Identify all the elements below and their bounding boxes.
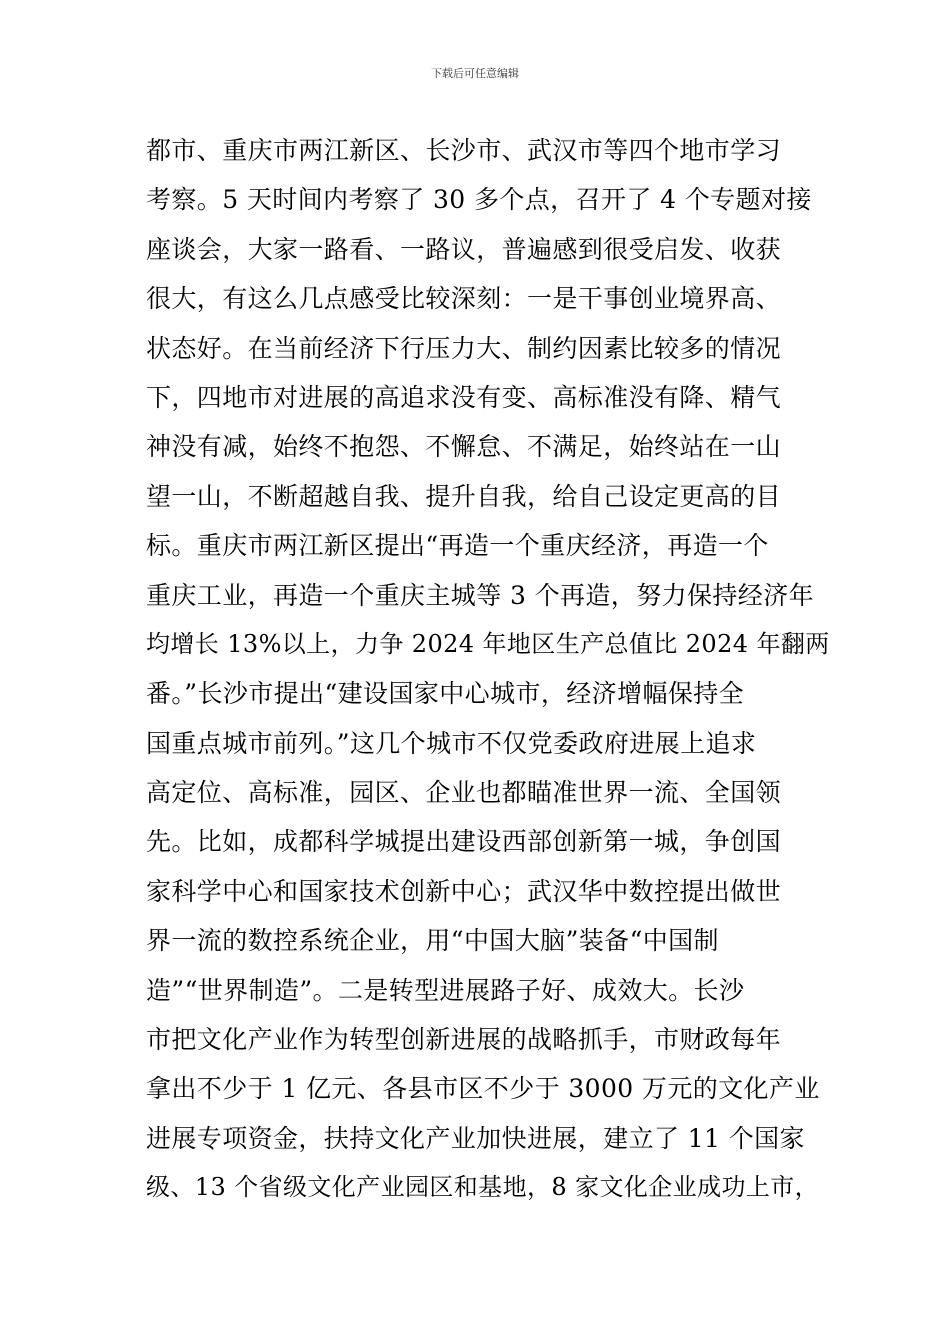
text-line: 市把文化产业作为转型创新进展的战略抓手，市财政每年 [146,1025,782,1055]
text-line: 造”“世界制造”。二是转型进展路子好、成效大。长沙 [146,975,745,1005]
text-line: 国重点城市前列。”这几个城市不仅党委政府进展上追求 [146,728,757,758]
text-line: 望一山，不断超越自我、提升自我，给自己设定更高的目 [146,481,782,511]
text-line: 高定位、高标准，园区、企业也都瞄准世界一流、全国领 [146,778,782,808]
text-line: 标。重庆市两江新区提出“再造一个重庆经济，再造一个 [146,531,769,561]
text-line: 考察。5 天时间内考察了 30 多个点，召开了 4 个专题对接 [146,185,812,215]
body-paragraph [146,126,830,1213]
text-line: 座谈会，大家一路看、一路议，普遍感到很受启发、收获 [146,234,782,264]
text-line: 状态好。在当前经济下行压力大、制约因素比较多的情况 [146,333,782,363]
text-line: 很大，有这么几点感受比较深刻：一是干事创业境界高、 [146,284,782,314]
text-line: 家科学中心和国家技术创新中心；武汉华中数控提出做世 [146,876,782,906]
text-line: 都市、重庆市两江新区、长沙市、武汉市等四个地市学习 [146,136,782,165]
text-line: 级、13 个省级文化产业园区和基地，8 家文化企业成功上市， [146,1173,820,1202]
text-line: 均增长 13%以上，力争 2024 年地区生产总值比 2024 年翻两 [146,629,830,658]
text-line: 拿出不少于 1 亿元、各县市区不少于 3000 万元的文化产业 [146,1074,820,1104]
text-line: 番。”长沙市提出“建设国家中心城市，经济增幅保持全 [146,679,745,709]
text-line: 先。比如，成都科学城提出建设西部创新第一城，争创国 [146,827,782,857]
page-header: 下载后可任意编辑 [431,67,519,80]
text-line: 界一流的数控系统企业，用“中国大脑”装备“中国制 [146,926,719,956]
text-line: 重庆工业，再造一个重庆主城等 3 个再造，努力保持经济年 [146,580,815,610]
text-line: 下，四地市对进展的高追求没有变、高标准没有降、精气 [146,382,782,412]
text-line: 进展专项资金，扶持文化产业加快进展，建立了 11 个国家 [146,1123,805,1153]
text-line: 神没有减，始终不抱怨、不懈怠、不满足，始终站在一山 [146,432,782,462]
